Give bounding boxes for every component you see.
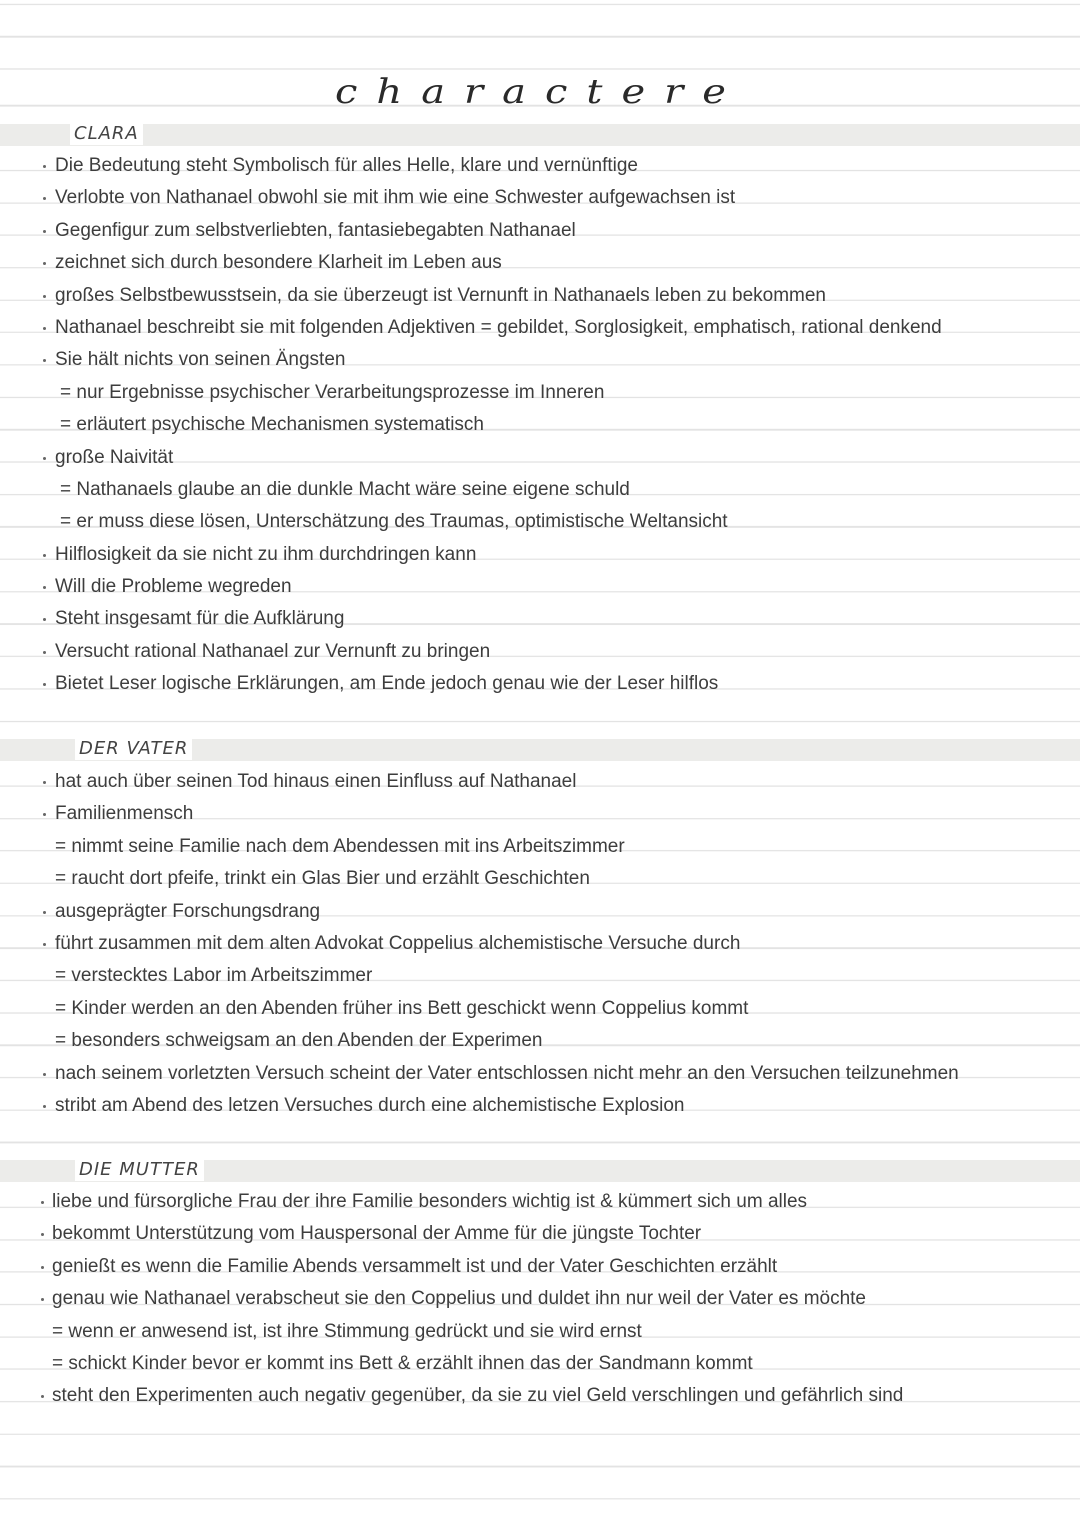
section-header-bar bbox=[0, 124, 1080, 146]
section-die-mutter bbox=[0, 1160, 1080, 1413]
list-item: Bietet Leser logische Erklärungen, am Ende jedoch genau wie der Leser hilflos bbox=[0, 668, 1080, 700]
list-sub-item: = wenn er anwesend ist, ist ihre Stimmung gedrückt und sie wird ernst bbox=[52, 1320, 642, 1342]
section-header-bar bbox=[0, 739, 1080, 761]
list-item: Gegenfigur zum selbstverliebten, fantasiebegabten Nathanael bbox=[0, 215, 1080, 247]
section-heading: DIE MUTTER bbox=[75, 1159, 204, 1181]
list-item: hat auch über seinen Tod hinaus einen Einfluss auf Nathanael bbox=[0, 766, 1080, 798]
list-item: nach seinem vorletzten Versuch scheint der Vater entschlossen nicht mehr an den Versuchen teilzunehmen bbox=[0, 1058, 1080, 1090]
list-item: ausgeprägter Forschungsdrang bbox=[0, 896, 1080, 928]
list-item: steht den Experimenten auch negativ gegenüber, da sie zu viel Geld verschlingen und gefährlich sind bbox=[0, 1380, 1080, 1412]
list-item: Will die Probleme wegreden bbox=[0, 571, 1080, 603]
list-item: bekommt Unterstützung vom Hauspersonal der Amme für die jüngste Tochter bbox=[0, 1218, 1080, 1250]
item-list bbox=[0, 1186, 1080, 1413]
list-sub-item: = besonders schweigsam an den Abenden der Experimen bbox=[55, 1030, 543, 1052]
list-item: große Naivität bbox=[0, 442, 1080, 474]
list-item: liebe und fürsorgliche Frau der ihre Familie besonders wichtig ist & kümmert sich um alles bbox=[0, 1186, 1080, 1218]
list-item: Verlobte von Nathanael obwohl sie mit ihm wie eine Schwester aufgewachsen ist bbox=[0, 182, 1080, 214]
list-item: genießt es wenn die Familie Abends versammelt ist und der Vater Geschichten erzählt bbox=[0, 1251, 1080, 1283]
list-item: Nathanael beschreibt sie mit folgenden Adjektiven = gebildet, Sorglosigkeit, emphatisch, rational denkend bbox=[0, 312, 1080, 344]
list-item: genau wie Nathanael verabscheut sie den Coppelius und duldet ihn nur weil der Vater es möchte bbox=[0, 1283, 1080, 1315]
list-item: Familienmensch bbox=[0, 798, 1080, 830]
list-sub-item: = er muss diese lösen, Unterschätzung des Traumas, optimistische Weltansicht bbox=[60, 511, 728, 533]
list-sub-item: = erläutert psychische Mechanismen systematisch bbox=[60, 414, 484, 436]
list-item: Sie hält nichts von seinen Ängsten bbox=[0, 344, 1080, 376]
page-title: charactere bbox=[335, 72, 745, 112]
section-header-bar bbox=[0, 1160, 1080, 1182]
item-list bbox=[0, 150, 1080, 701]
list-sub-item: = nur Ergebnisse psychischer Verarbeitungsprozesse im Inneren bbox=[60, 381, 605, 403]
list-sub-item: = verstecktes Labor im Arbeitszimmer bbox=[55, 965, 373, 987]
section-clara bbox=[0, 124, 1080, 701]
list-sub-item: = nimmt seine Familie nach dem Abendessen mit ins Arbeitszimmer bbox=[55, 835, 625, 857]
section-der-vater bbox=[0, 739, 1080, 1122]
list-sub-item: = raucht dort pfeife, trinkt ein Glas Bier und erzählt Geschichten bbox=[55, 868, 590, 890]
section-heading: DER VATER bbox=[75, 738, 192, 760]
list-item: Steht insgesamt für die Aufklärung bbox=[0, 603, 1080, 635]
list-item: zeichnet sich durch besondere Klarheit im Leben aus bbox=[0, 247, 1080, 279]
section-heading: CLARA bbox=[70, 123, 143, 145]
item-list bbox=[0, 766, 1080, 1122]
list-item: Die Bedeutung steht Symbolisch für alles Helle, klare und vernünftige bbox=[0, 150, 1080, 182]
list-sub-item: = Kinder werden an den Abenden früher ins Bett geschickt wenn Coppelius kommt bbox=[55, 997, 749, 1019]
list-item: Hilflosigkeit da sie nicht zu ihm durchdringen kann bbox=[0, 539, 1080, 571]
list-sub-item: = Nathanaels glaube an die dunkle Macht wäre seine eigene schuld bbox=[60, 478, 630, 500]
list-sub-item: = schickt Kinder bevor er kommt ins Bett & erzählt ihnen das der Sandmann kommt bbox=[52, 1352, 753, 1374]
list-item: stribt am Abend des letzen Versuches durch eine alchemistische Explosion bbox=[0, 1090, 1080, 1122]
list-item: führt zusammen mit dem alten Advokat Coppelius alchemistische Versuche durch bbox=[0, 928, 1080, 960]
list-item: Versucht rational Nathanael zur Vernunft zu bringen bbox=[0, 636, 1080, 668]
list-item: großes Selbstbewusstsein, da sie überzeugt ist Vernunft in Nathanaels leben zu bekommen bbox=[0, 280, 1080, 312]
